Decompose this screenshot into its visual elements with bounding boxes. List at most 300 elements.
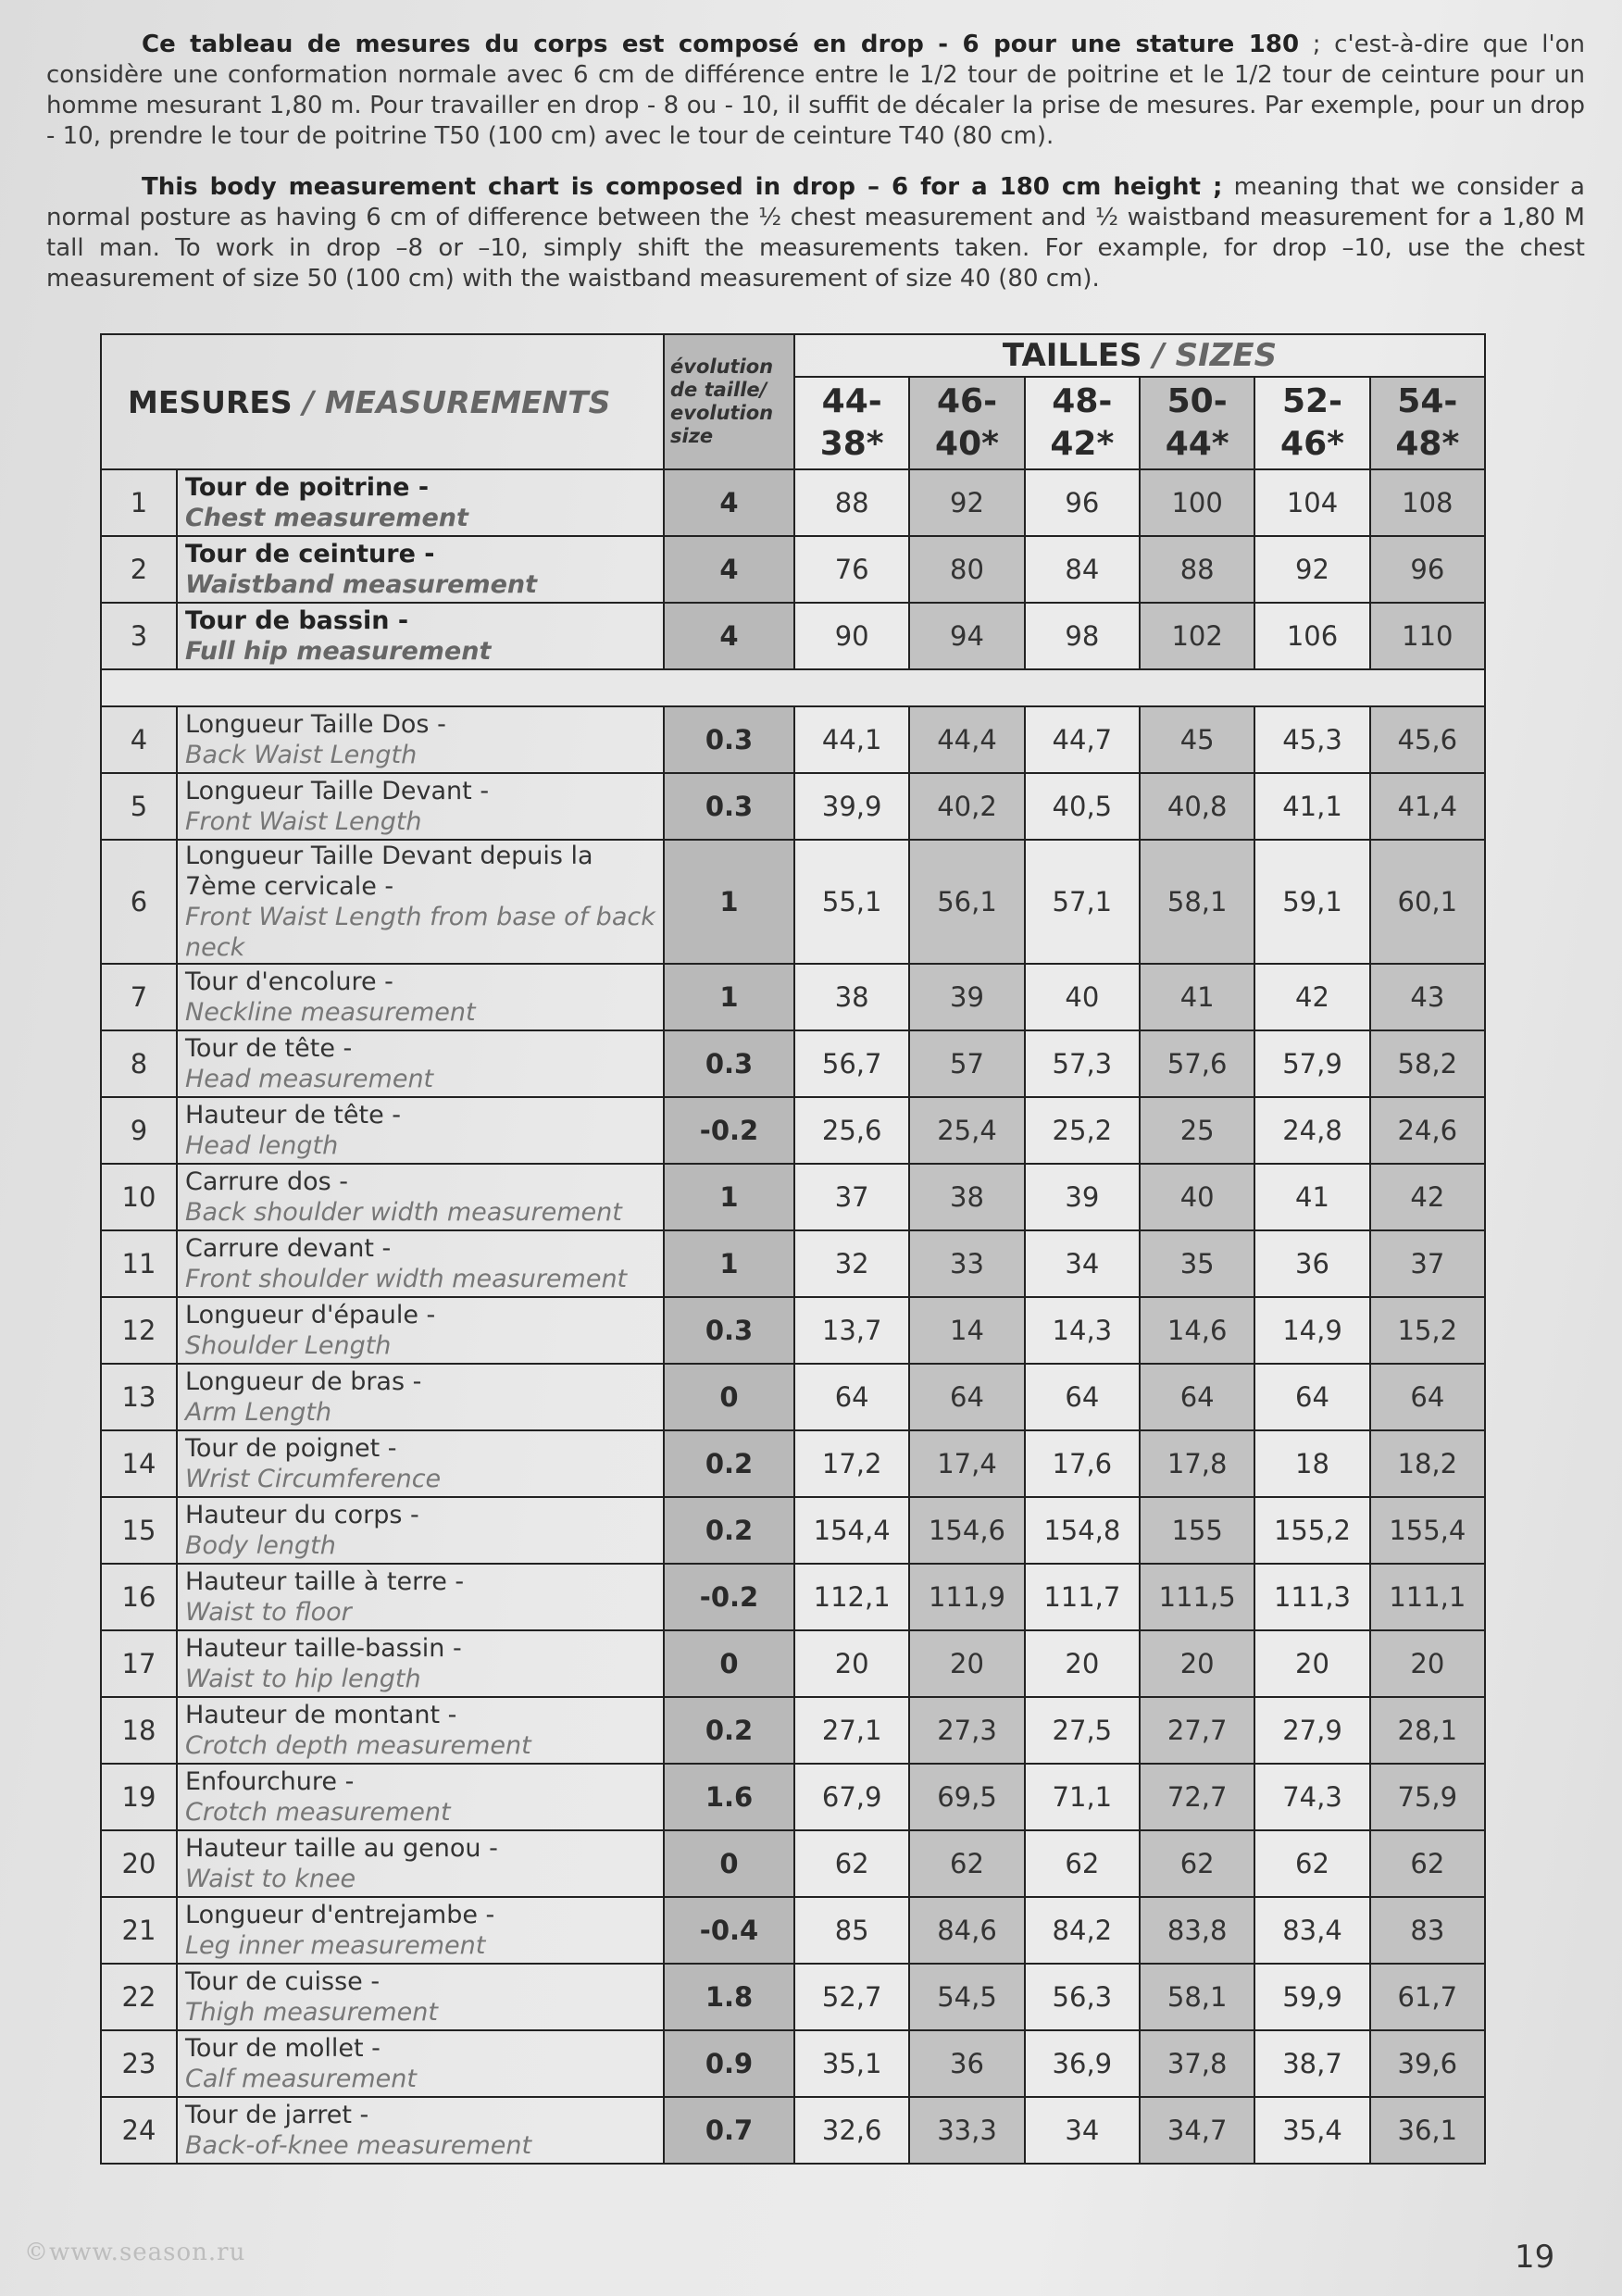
measurement-name-en: Front shoulder width measurement [185,1265,628,1293]
measurement-label [177,1764,664,1830]
size-value: 57 [909,1030,1024,1097]
size-value: 71,1 [1025,1764,1140,1830]
measurement-name-en: Crotch depth measurement [185,1731,531,1760]
table-row [101,1697,1485,1764]
size-label: 44-38* [819,382,884,463]
evolution-value: 0.2 [664,1430,794,1497]
row-number: 23 [101,2030,177,2097]
row-number: 24 [101,2097,177,2164]
measurement-label [177,1030,664,1097]
size-value: 44,7 [1025,706,1140,773]
size-value: 96 [1370,536,1485,603]
size-value: 14,9 [1254,1297,1369,1364]
measurement-name-en: Leg inner measurement [185,1931,486,1960]
table-row [101,2097,1485,2164]
measurement-label [177,2030,664,2097]
size-value: 38,7 [1254,2030,1369,2097]
size-value: 64 [909,1364,1024,1430]
measurement-name-en: Shoulder Length [185,1331,392,1360]
size-value: 45 [1140,706,1254,773]
measurement-name-fr: Tour de tête - [185,1034,353,1063]
row-number: 17 [101,1630,177,1697]
size-value: 40 [1140,1164,1254,1230]
measurement-label [177,706,664,773]
size-column-header [1254,377,1369,469]
measurement-name-fr: Tour de cuisse - [185,1967,381,1996]
table-row [101,1097,1485,1164]
measurement-name-en: Back-of-knee measurement [185,2131,532,2160]
size-column-header [794,377,909,469]
evolution-value: 1.6 [664,1764,794,1830]
size-value: 14,6 [1140,1297,1254,1364]
size-value: 44,1 [794,706,909,773]
measurement-name-fr: Tour de jarret - [185,2101,369,2129]
table-row [101,1497,1485,1564]
watermark: ©www.season.ru [24,2239,246,2266]
table-row [101,1564,1485,1630]
size-value: 28,1 [1370,1697,1485,1764]
header-separator: / [292,383,325,420]
measures-en: MEASUREMENTS [324,383,611,420]
size-value: 64 [794,1364,909,1430]
size-value: 41 [1140,964,1254,1030]
size-value: 83,8 [1140,1897,1254,1964]
size-value: 94 [909,603,1024,669]
size-value: 85 [794,1897,909,1964]
table-row [101,1030,1485,1097]
size-value: 14,3 [1025,1297,1140,1364]
size-column-header [909,377,1024,469]
row-number: 14 [101,1430,177,1497]
measurement-name-fr: Longueur Taille Dos - [185,710,446,739]
size-value: 76 [794,536,909,603]
size-value: 41,4 [1370,773,1485,840]
table-row [101,1764,1485,1830]
size-value: 111,1 [1370,1564,1485,1630]
measurement-name-en: Full hip measurement [185,637,492,666]
size-value: 34 [1025,2097,1140,2164]
size-value: 39,9 [794,773,909,840]
size-value: 39 [1025,1164,1140,1230]
measurement-name-fr: Longueur Taille Devant depuis la 7ème cervicale - [185,842,593,901]
size-value: 69,5 [909,1764,1024,1830]
size-value: 35,4 [1254,2097,1369,2164]
measurement-label [177,840,664,964]
row-number: 5 [101,773,177,840]
size-value: 155 [1140,1497,1254,1564]
table-row [101,1230,1485,1297]
size-value: 20 [1254,1630,1369,1697]
size-value: 154,4 [794,1497,909,1564]
size-value: 25,6 [794,1097,909,1164]
size-value: 18 [1254,1430,1369,1497]
row-number: 10 [101,1164,177,1230]
size-value: 44,4 [909,706,1024,773]
size-value: 17,8 [1140,1430,1254,1497]
evolution-value: 0 [664,1364,794,1430]
evolution-value: 0 [664,1830,794,1897]
size-value: 59,1 [1254,840,1369,964]
size-value: 24,6 [1370,1097,1485,1164]
row-number: 1 [101,469,177,536]
size-value: 40,8 [1140,773,1254,840]
measurement-name-fr: Tour de ceinture - [185,540,435,568]
table-row [101,1364,1485,1430]
size-value: 75,9 [1370,1764,1485,1830]
size-value: 33,3 [909,2097,1024,2164]
row-number: 4 [101,706,177,773]
size-value: 111,9 [909,1564,1024,1630]
size-value: 54,5 [909,1964,1024,2030]
row-number: 16 [101,1564,177,1630]
measurement-name-en: Waist to hip length [185,1665,421,1693]
size-value: 92 [909,469,1024,536]
size-value: 34 [1025,1230,1140,1297]
size-value: 92 [1254,536,1369,603]
table-row [101,1297,1485,1364]
table-row [101,1897,1485,1964]
measurement-label [177,1497,664,1564]
size-value: 43 [1370,964,1485,1030]
measurement-label [177,1964,664,2030]
size-value: 25,4 [909,1097,1024,1164]
size-value: 40,5 [1025,773,1140,840]
size-value: 35 [1140,1230,1254,1297]
size-value: 38 [794,964,909,1030]
size-value: 18,2 [1370,1430,1485,1497]
size-value: 57,3 [1025,1030,1140,1097]
size-value: 36 [1254,1230,1369,1297]
evolution-value: 0.9 [664,2030,794,2097]
measurement-name-en: Head length [185,1131,339,1160]
evolution-value: 1 [664,840,794,964]
size-value: 45,6 [1370,706,1485,773]
size-value: 36 [909,2030,1024,2097]
size-value: 62 [794,1830,909,1897]
size-value: 37 [794,1164,909,1230]
measurement-name-fr: Hauteur du corps - [185,1501,419,1529]
size-value: 25 [1140,1097,1254,1164]
row-number: 15 [101,1497,177,1564]
measurement-name-fr: Longueur d'épaule - [185,1301,436,1329]
evolution-value: 1 [664,1164,794,1230]
size-value: 106 [1254,603,1369,669]
measurement-name-en: Wrist Circumference [185,1465,442,1493]
size-value: 72,7 [1140,1764,1254,1830]
size-value: 32 [794,1230,909,1297]
measurement-name-fr: Tour de mollet - [185,2034,381,2063]
table-row [101,2030,1485,2097]
intro-french-text: ; c'est-à-dire que l'on considère une conformation normale avec 6 cm de différence entre le 1/2 tour de poitrine et le 1/2 tour de ceinture pour un homme mesurant 1,80 m. Pour travailler en drop - 8 ou - 10, il suffit de décaler la prise de mesures. Par exemple, pour un drop - 10, prendre le tour de poitrine T50 (100 cm) avec le tour de ceinture T40 (80 cm). [46,31,1585,150]
measurement-label [177,536,664,603]
section-separator-row [101,669,1485,706]
row-number: 19 [101,1764,177,1830]
measurement-label [177,1297,664,1364]
row-number: 22 [101,1964,177,2030]
row-number: 9 [101,1097,177,1164]
evolution-value: -0.4 [664,1897,794,1964]
size-value: 20 [1370,1630,1485,1697]
measurement-label [177,2097,664,2164]
sizes-fr: TAILLES [1002,337,1142,374]
size-value: 42 [1254,964,1369,1030]
size-value: 14 [909,1297,1024,1364]
measurement-label [177,1364,664,1430]
size-label: 50-44* [1165,382,1229,463]
measures-fr: MESURES [128,383,293,420]
size-value: 41 [1254,1164,1369,1230]
evolution-value: -0.2 [664,1564,794,1630]
evolution-value: 1 [664,1230,794,1297]
measurement-name-fr: Tour de bassin - [185,606,409,635]
size-value: 38 [909,1164,1024,1230]
size-value: 27,1 [794,1697,909,1764]
measurement-label [177,1230,664,1297]
size-value: 64 [1254,1364,1369,1430]
measurement-label [177,1097,664,1164]
measurements-header [101,334,664,469]
size-column-header [1025,377,1140,469]
size-value: 108 [1370,469,1485,536]
size-value: 64 [1025,1364,1140,1430]
size-value: 56,3 [1025,1964,1140,2030]
row-number: 11 [101,1230,177,1297]
size-label: 54-48* [1395,382,1460,463]
size-value: 42 [1370,1164,1485,1230]
size-value: 27,5 [1025,1697,1140,1764]
measurement-name-fr: Hauteur de montant - [185,1701,457,1729]
table-row [101,1430,1485,1497]
size-value: 52,7 [794,1964,909,2030]
size-value: 62 [909,1830,1024,1897]
row-number: 12 [101,1297,177,1364]
measurement-label [177,1430,664,1497]
size-value: 58,1 [1140,840,1254,964]
table-row [101,706,1485,773]
measurement-name-fr: Longueur de bras - [185,1367,422,1396]
sizes-en: SIZES [1175,337,1278,374]
size-value: 57,9 [1254,1030,1369,1097]
size-value: 64 [1370,1364,1485,1430]
measurement-name-en: Back Waist Length [185,741,418,769]
table-row [101,1830,1485,1897]
intro-french [46,30,1585,152]
separator-cell [101,669,1485,706]
measurement-name-fr: Hauteur taille-bassin - [185,1634,462,1663]
size-value: 102 [1140,603,1254,669]
size-value: 37,8 [1140,2030,1254,2097]
size-value: 41,1 [1254,773,1369,840]
measurement-name-en: Waist to knee [185,1865,356,1893]
measurement-name-fr: Tour de poitrine - [185,473,430,502]
size-value: 37 [1370,1230,1485,1297]
intro-english-text: meaning that we consider a normal posture as having 6 cm of difference between the ½ chest measurement and ½ waistband measurement for a 1,80 M tall man. To work in drop –8 or –10, simply shift the measurements taken. For example, for drop –10, use the chest measurement of size 50 (100 cm) with the waistband measurement of size 40 (80 cm). [46,173,1585,293]
measurement-name-fr: Carrure devant - [185,1234,392,1263]
measurement-name-en: Back shoulder width measurement [185,1198,622,1227]
sizes-header [794,334,1485,377]
size-value: 17,2 [794,1430,909,1497]
measurement-name-en: Body length [185,1531,336,1560]
size-value: 27,3 [909,1697,1024,1764]
evolution-value: 0.7 [664,2097,794,2164]
size-value: 56,7 [794,1030,909,1097]
measurement-name-en: Neckline measurement [185,998,476,1027]
table-row [101,1164,1485,1230]
measurement-name-en: Front Waist Length from base of back neck [185,903,655,962]
size-value: 34,7 [1140,2097,1254,2164]
size-value: 154,8 [1025,1497,1140,1564]
measurement-name-en: Crotch measurement [185,1798,451,1827]
size-value: 111,5 [1140,1564,1254,1630]
size-value: 25,2 [1025,1097,1140,1164]
evolution-value: 4 [664,536,794,603]
evolution-value: 0.3 [664,1297,794,1364]
size-label: 52-46* [1280,382,1344,463]
evolution-value: 0.3 [664,1030,794,1097]
row-number: 8 [101,1030,177,1097]
measurement-name-en: Calf measurement [185,2065,417,2093]
size-value: 62 [1025,1830,1140,1897]
evolution-value: 0 [664,1630,794,1697]
table-row [101,603,1485,669]
size-value: 40 [1025,964,1140,1030]
measurement-label [177,1630,664,1697]
row-number: 21 [101,1897,177,1964]
size-value: 58,2 [1370,1030,1485,1097]
row-number: 6 [101,840,177,964]
measurement-name-en: Arm Length [185,1398,332,1427]
intro-french-bold: Ce tableau de mesures du corps est composé en drop - 6 pour une stature 180 [142,31,1300,58]
size-value: 36,1 [1370,2097,1485,2164]
size-value: 27,7 [1140,1697,1254,1764]
measurement-name-fr: Longueur d'entrejambe - [185,1901,495,1929]
table-row [101,469,1485,536]
size-value: 111,7 [1025,1564,1140,1630]
measurement-name-fr: Hauteur taille à terre - [185,1567,465,1596]
evolution-value: 4 [664,603,794,669]
measurement-label [177,1164,664,1230]
size-value: 83,4 [1254,1897,1369,1964]
size-value: 27,9 [1254,1697,1369,1764]
size-value: 62 [1140,1830,1254,1897]
table-row [101,536,1485,603]
size-value: 80 [909,536,1024,603]
size-value: 59,9 [1254,1964,1369,2030]
intro-english [46,172,1585,294]
evolution-value: 1.8 [664,1964,794,2030]
measurement-label [177,1564,664,1630]
measurement-name-fr: Longueur Taille Devant - [185,777,490,805]
evolution-value: 0.3 [664,706,794,773]
size-value: 35,1 [794,2030,909,2097]
size-value: 112,1 [794,1564,909,1630]
measurement-label [177,1830,664,1897]
measurement-label [177,1897,664,1964]
size-value: 13,7 [794,1297,909,1364]
size-value: 84,2 [1025,1897,1140,1964]
size-value: 90 [794,603,909,669]
measurement-name-fr: Enfourchure - [185,1767,355,1796]
measurement-name-en: Waistband measurement [185,570,538,599]
size-value: 96 [1025,469,1140,536]
size-value: 111,3 [1254,1564,1369,1630]
size-value: 62 [1370,1830,1485,1897]
size-value: 39 [909,964,1024,1030]
measurement-label [177,1697,664,1764]
size-value: 20 [794,1630,909,1697]
size-value: 15,2 [1370,1297,1485,1364]
size-value: 154,6 [909,1497,1024,1564]
measurement-name-fr: Tour de poignet - [185,1434,397,1463]
row-number: 20 [101,1830,177,1897]
size-value: 36,9 [1025,2030,1140,2097]
size-label: 48-42* [1050,382,1115,463]
size-value: 98 [1025,603,1140,669]
size-value: 17,4 [909,1430,1024,1497]
size-value: 45,3 [1254,706,1369,773]
evolution-value: 4 [664,469,794,536]
size-value: 83 [1370,1897,1485,1964]
size-value: 40,2 [909,773,1024,840]
size-value: 60,1 [1370,840,1485,964]
size-value: 20 [1025,1630,1140,1697]
table-row [101,773,1485,840]
size-value: 24,8 [1254,1097,1369,1164]
evolution-value: -0.2 [664,1097,794,1164]
intro-english-bold: This body measurement chart is composed in drop – 6 for a 180 cm height ; [142,173,1223,201]
size-value: 20 [909,1630,1024,1697]
size-column-header [1140,377,1254,469]
size-value: 155,4 [1370,1497,1485,1564]
measurement-label [177,469,664,536]
size-value: 39,6 [1370,2030,1485,2097]
size-value: 55,1 [794,840,909,964]
row-number: 7 [101,964,177,1030]
table-row [101,840,1485,964]
size-value: 17,6 [1025,1430,1140,1497]
size-value: 88 [794,469,909,536]
measurement-name-fr: Tour d'encolure - [185,967,393,996]
table-row [101,1964,1485,2030]
size-value: 84,6 [909,1897,1024,1964]
measurement-name-en: Thigh measurement [185,1998,438,2027]
evolution-value: 0.2 [664,1497,794,1564]
measurement-label [177,964,664,1030]
page-number: 19 [1515,2239,1555,2276]
measurement-label [177,773,664,840]
size-value: 56,1 [909,840,1024,964]
header-separator: / [1142,337,1176,374]
size-value: 110 [1370,603,1485,669]
size-value: 33 [909,1230,1024,1297]
size-value: 57,1 [1025,840,1140,964]
size-value: 61,7 [1370,1964,1485,2030]
size-value: 62 [1254,1830,1369,1897]
row-number: 13 [101,1364,177,1430]
measurement-name-fr: Carrure dos - [185,1167,348,1196]
evolution-header: évolution de taille/ evolution size [664,334,794,469]
evolution-value: 1 [664,964,794,1030]
measurement-name-en: Chest measurement [185,504,468,532]
row-number: 2 [101,536,177,603]
measurement-label [177,603,664,669]
size-value: 155,2 [1254,1497,1369,1564]
measurement-name-en: Front Waist Length [185,807,422,836]
table-row [101,1630,1485,1697]
size-value: 100 [1140,469,1254,536]
size-value: 57,6 [1140,1030,1254,1097]
measurement-name-fr: Hauteur taille au genou - [185,1834,498,1863]
